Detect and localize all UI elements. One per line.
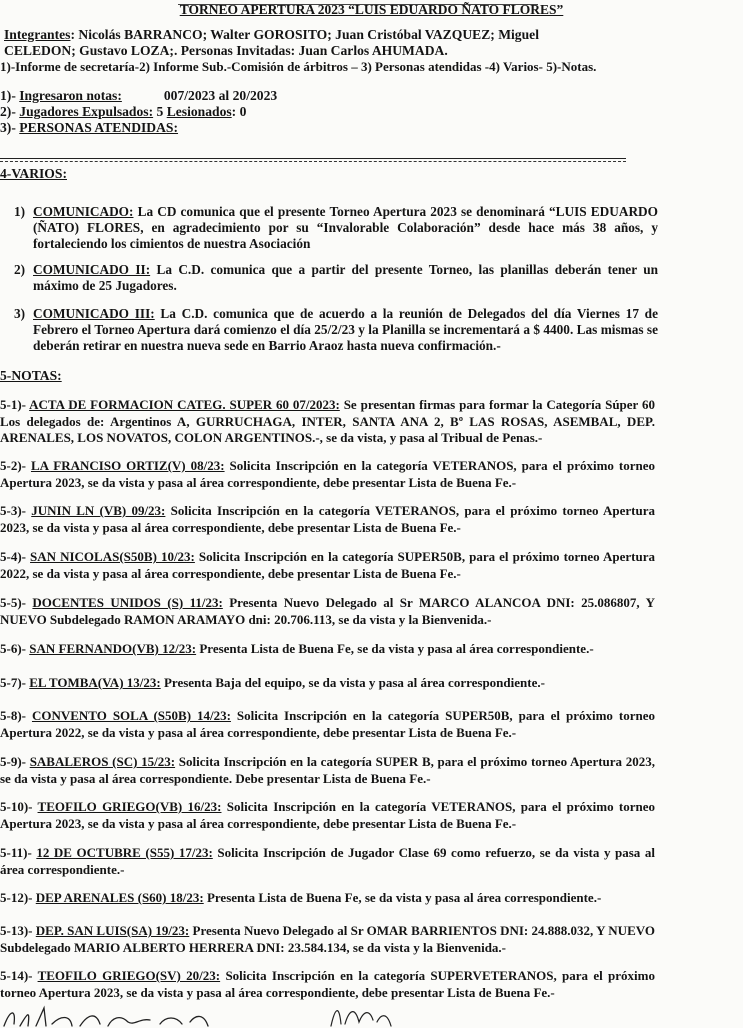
nota-number: 5-2)- bbox=[0, 458, 31, 473]
nota-text: Solicita Inscripción en la categoría VETERANOS, para el próximo torneo Apertura 2023, se da vista y pasa al área correspondiente, debe presentar Lista de Buena Fe.- bbox=[0, 799, 655, 831]
nota-text: Presenta Baja del equipo, se da vista y pasa al área correspondiente.- bbox=[160, 675, 545, 690]
nota-label: DEP. SAN LUIS(SA) 19/23: bbox=[35, 923, 190, 938]
nota-5-12 bbox=[0, 890, 655, 907]
section-divider-dashed bbox=[0, 161, 626, 162]
nota-5-8 bbox=[0, 708, 655, 741]
nota-text: Solicita Inscripción en la categoría VETERANOS, para el próximo torneo Apertura 2023, se da vista y pasa al área correspondiente, debe presentar Lista de Buena Fe.- bbox=[0, 458, 655, 490]
nota-5-2 bbox=[0, 458, 655, 491]
nota-label: TEOFILO GRIEGO(VB) 16/23: bbox=[37, 799, 222, 814]
comunicado-2 bbox=[33, 262, 658, 294]
nota-5-4 bbox=[0, 549, 655, 582]
handwritten-signature-left bbox=[0, 1004, 210, 1028]
comunicado-1-label: COMUNICADO: bbox=[33, 204, 134, 219]
nota-text: Solicita Inscripción en la categoría SUPER B, para el próximo torneo Apertura 2023, se da vista y pasa al área correspondiente. Debe presentar Lista de Buena Fe.- bbox=[0, 754, 655, 786]
nota-number: 5-8)- bbox=[0, 708, 32, 723]
nota-text: Solicita Inscripción en la categoría SUPER50B, para el próximo torneo Apertura 2022, se da vista y pasa al área correspondiente, debe presentar Lista de Buena Fe.- bbox=[0, 549, 655, 581]
integrantes-line-1 bbox=[4, 27, 539, 43]
integrantes-label: Integrantes bbox=[4, 27, 71, 42]
comunicado-1 bbox=[33, 204, 658, 252]
nota-5-1 bbox=[0, 397, 655, 447]
nota-text: Presenta Lista de Buena Fe, se da vista y pasa al área correspondiente.- bbox=[196, 641, 594, 656]
nota-number: 5-1)- bbox=[0, 397, 30, 412]
section-divider bbox=[0, 158, 626, 159]
nota-number: 5-9)- bbox=[0, 754, 30, 769]
nota-label: LA FRANCISO ORTIZ(V) 08/23: bbox=[30, 458, 225, 473]
nota-5-13 bbox=[0, 923, 655, 956]
nota-5-6 bbox=[0, 641, 655, 658]
nota-number: 5-3)- bbox=[0, 503, 32, 518]
nota-text: Solicita Inscripción en la categoría VETERANOS, para el próximo torneo Apertura 2023, se da vista y pasa al área correspondiente, debe presentar Lista de Buena Fe.- bbox=[0, 503, 655, 535]
nota-label: CONVENTO SOLA (S50B) 14/23: bbox=[31, 708, 231, 723]
expulsados-label: Jugadores Expulsados: bbox=[19, 104, 154, 119]
nota-number: 5-4)- bbox=[0, 549, 31, 564]
nota-label: 12 DE OCTUBRE (S55) 17/23: bbox=[36, 845, 213, 860]
document-title: TORNEO APERTURA 2023 “LUIS EDUARDO ÑATO FLORES” bbox=[179, 2, 564, 17]
ingresaron-notas-value: 007/2023 al 20/2023 bbox=[163, 88, 278, 103]
personas-atendidas-row bbox=[0, 120, 178, 136]
nota-label: DOCENTES UNIDOS (S) 11/23: bbox=[32, 595, 223, 610]
nota-number: 5-11)- bbox=[0, 845, 37, 860]
lesionados-label: Lesionados bbox=[166, 104, 232, 119]
nota-text: Presenta Nuevo Delegado al Sr OMAR BARRIENTOS DNI: 24.888.032, Y NUEVO Subdelegado MARIO ALBERTO HERRERA DNI: 23.584.134, se da vista y la Bienvenida.- bbox=[0, 923, 655, 955]
nota-5-9 bbox=[0, 754, 655, 787]
comunicado-2-label: COMUNICADO II: bbox=[33, 262, 151, 277]
nota-number: 5-6)- bbox=[0, 641, 30, 656]
nota-5-3 bbox=[0, 503, 655, 536]
nota-label: TEOFILO GRIEGO(SV) 20/23: bbox=[37, 968, 221, 983]
comunicado-2-text: La C.D. comunica que a partir del presente Torneo, las planillas deberán tener un máximo de 25 Jugadores. bbox=[33, 262, 658, 293]
item-number: 3)- bbox=[0, 120, 16, 135]
comunicado-3-label: COMUNICADO III: bbox=[33, 306, 155, 321]
item-number: 2)- bbox=[0, 104, 16, 119]
nota-5-10 bbox=[0, 799, 655, 832]
nota-label: SABALEROS (SC) 15/23: bbox=[29, 754, 176, 769]
nota-text: Presenta Nuevo Delegado al Sr MARCO ALANCOA DNI: 25.086807, Y NUEVO Subdelegado RAMON ARAMAYO dni: 20.706.113, se da vista y la Bienvenida.- bbox=[0, 595, 655, 627]
nota-number: 5-7)- bbox=[0, 675, 30, 690]
comunicado-3-number: 3) bbox=[14, 306, 26, 321]
nota-number: 5-10)- bbox=[0, 799, 38, 814]
agenda-line: 1)-Informe de secretaría-2) Informe Sub.-Comisión de árbitros – 3) Personas atendidas -4) Varios- 5)-Notas. bbox=[0, 59, 597, 74]
nota-label: EL TOMBA(VA) 13/23: bbox=[29, 675, 161, 690]
integrantes-line-2: CELEDON; Gustavo LOZA;. Personas Invitadas: Juan Carlos AHUMADA. bbox=[4, 43, 448, 58]
nota-5-14 bbox=[0, 968, 655, 1001]
lesionados-value: : 0 bbox=[231, 104, 247, 119]
ingresaron-notas-label: Ingresaron notas: bbox=[19, 88, 122, 103]
item-number: 1)- bbox=[0, 88, 16, 103]
comunicado-3 bbox=[33, 306, 658, 354]
nota-text: Solicita Inscripción en la categoría SUPERVETERANOS, para el próximo torneo Apertura 2023, se da vista y pasa al área correspondiente, debe presentar Lista de Buena Fe.- bbox=[0, 968, 655, 1000]
nota-5-11 bbox=[0, 845, 655, 878]
nota-label: DEP ARENALES (S60) 18/23: bbox=[35, 890, 204, 905]
nota-text: Presenta Lista de Buena Fe, se da vista y pasa al área correspondiente.- bbox=[203, 890, 602, 905]
nota-number: 5-12)- bbox=[0, 890, 36, 905]
comunicado-1-text: La CD comunica que el presente Torneo Apertura 2023 se denominará “LUIS EDUARDO (ÑATO) FLORES, en agradecimiento por su “Invalorable Colaboración” desde hace más 38 años, y fortaleciendo los cimientos de nuestra Asociación bbox=[33, 204, 658, 251]
ingresaron-notas-row bbox=[0, 88, 277, 104]
nota-5-5 bbox=[0, 595, 655, 628]
nota-text: Solicita Inscripción de Jugador Clase 69 como refuerzo, se da vista y pasa al área correspondiente.- bbox=[0, 845, 655, 877]
nota-number: 5-14)- bbox=[0, 968, 38, 983]
nota-label: JUNIN LN (VB) 09/23: bbox=[31, 503, 166, 518]
comunicado-1-number: 1) bbox=[14, 204, 26, 219]
nota-text: Se presentan firmas para formar la Categoría Súper 60 Los delegados de: Argentinos A, GURRUCHAGA, INTER, SANTA ANA 2, Bº LAS ROSAS, ASEMBAL, DEP. ARENALES, LOS NOVATOS, COLON ARGENTINOS.-, se da vista, y pasa al Tribual de Penas.- bbox=[0, 397, 655, 445]
personas-atendidas-heading: PERSONAS ATENDIDAS: bbox=[19, 120, 179, 135]
nota-5-7 bbox=[0, 675, 655, 692]
expulsados-row bbox=[0, 104, 246, 120]
nota-label: SAN NICOLAS(S50B) 10/23: bbox=[30, 549, 195, 564]
nota-text: Solicita Inscripción en la categoría SUPER50B, para el próximo torneo Apertura 2022, se da vista y pasa al área correspondiente, debe presentar Lista de Buena Fe.- bbox=[0, 708, 655, 740]
comunicado-3-text: La C.D. comunica que de acuerdo a la reunión de Delegados del día Viernes 17 de Febrero el Torneo Apertura dará comienzo el día 25/2/23 y la Planilla se incrementará a $ 4400. Las mismas se deberán retirar en nuestra nueva sede en Barrio Araoz hasta nueva confirmación.- bbox=[33, 306, 658, 353]
notas-heading: 5-NOTAS: bbox=[0, 368, 62, 383]
comunicado-2-number: 2) bbox=[14, 262, 26, 277]
nota-label: SAN FERNANDO(VB) 12/23: bbox=[29, 641, 197, 656]
nota-number: 5-5)- bbox=[0, 595, 33, 610]
nota-number: 5-13)- bbox=[0, 923, 36, 938]
nota-label: ACTA DE FORMACION CATEG. SUPER 60 07/2023: bbox=[29, 397, 340, 412]
expulsados-value: 5 bbox=[153, 104, 167, 119]
integrantes-names-1: : Nicolás BARRANCO; Walter GOROSITO; Juan Cristóbal VAZQUEZ; Miguel bbox=[70, 27, 539, 42]
varios-heading: 4-VARIOS: bbox=[0, 166, 67, 181]
